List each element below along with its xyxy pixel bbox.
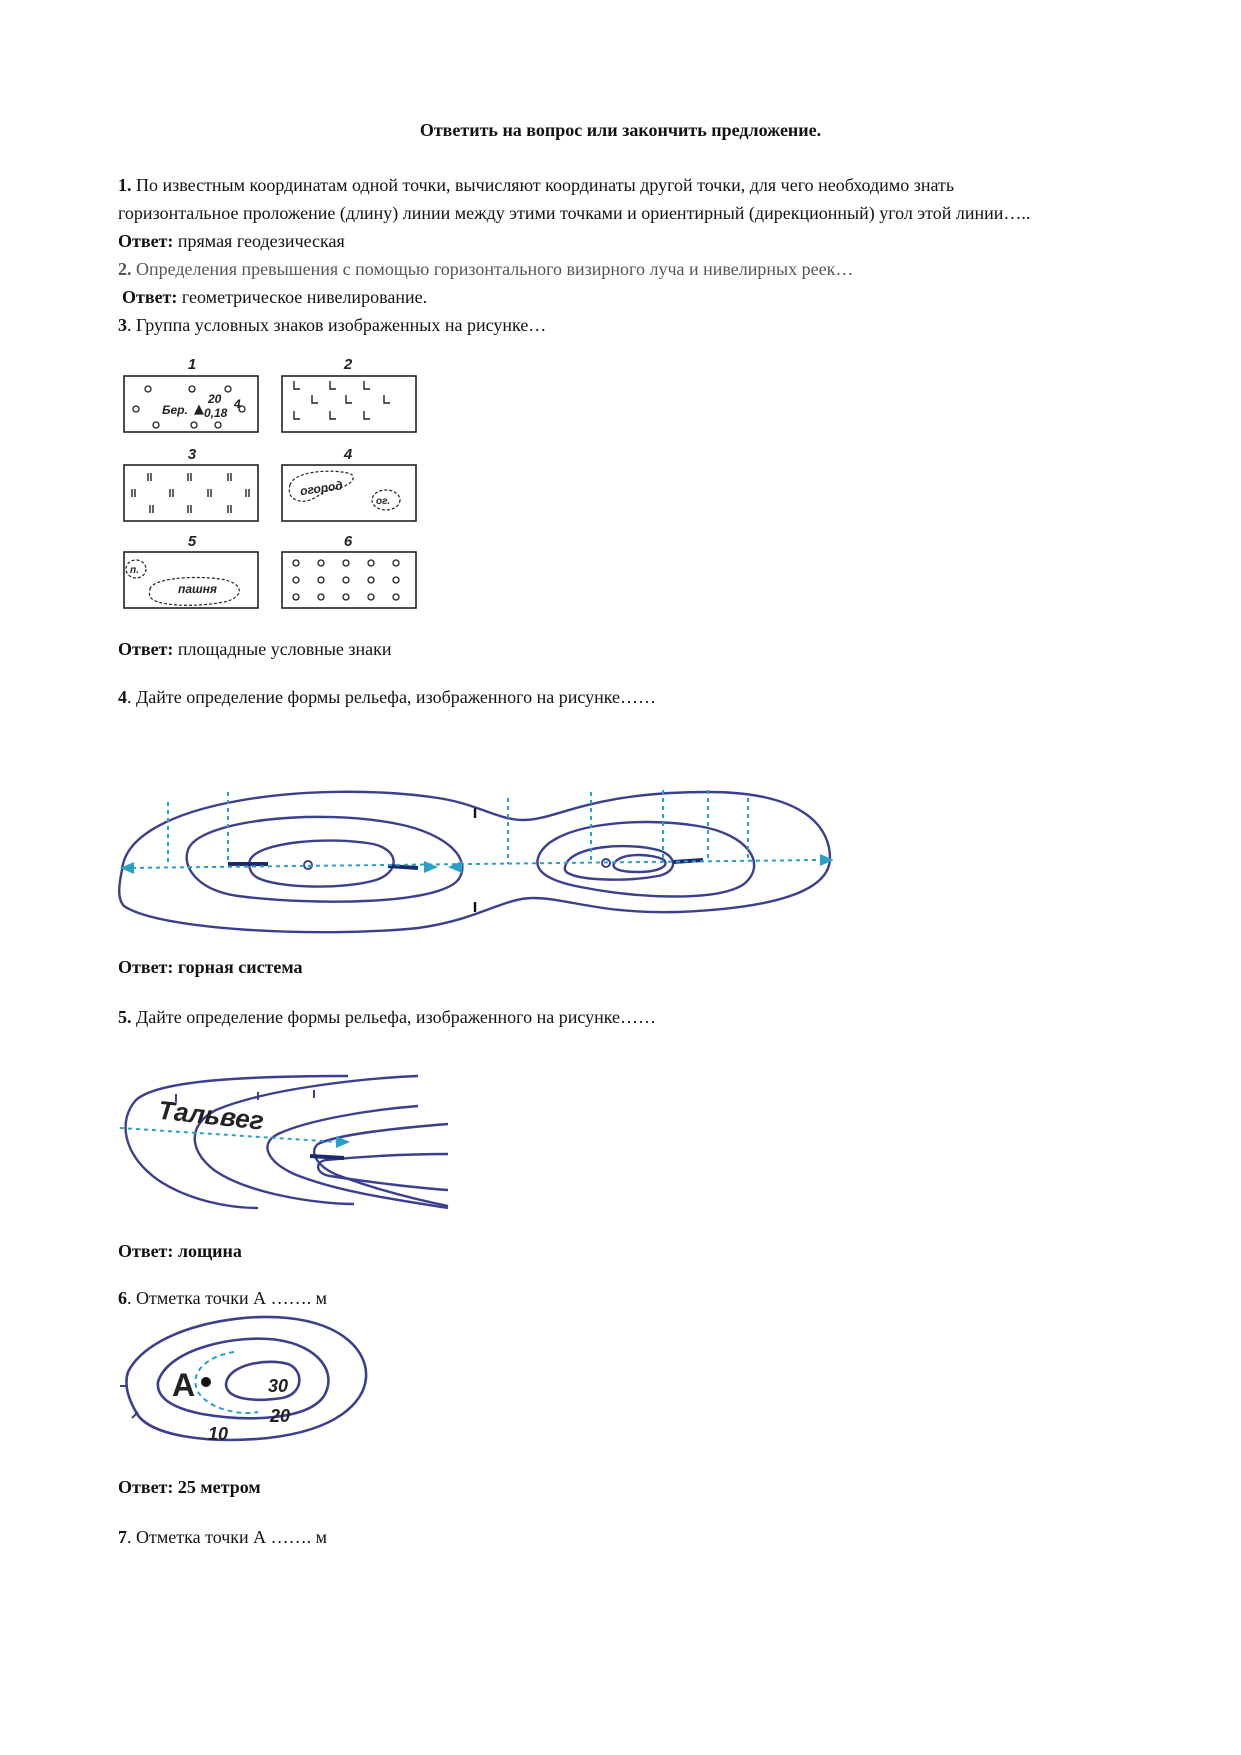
q7-question <box>118 1524 327 1550</box>
q2-answer-label: Ответ: <box>122 287 178 307</box>
point-a-marker <box>201 1377 211 1387</box>
q6-text: . Отметка точки А ……. м <box>127 1288 328 1308</box>
garden-label: огород <box>299 478 344 499</box>
q6-question <box>118 1285 327 1311</box>
thalweg-mark <box>310 1156 344 1158</box>
q3-answer <box>118 636 392 662</box>
page-title: Ответить на вопрос или закончить предложение. <box>419 120 822 140</box>
q2-text: Определения превышения с помощью горизонтального визирного луча и нивелирных реек… <box>136 259 854 279</box>
garden-small-label: ог. <box>376 496 391 507</box>
arable-label: пашня <box>178 582 217 596</box>
panel-number-4: 4 <box>343 446 353 463</box>
q1-text-1: По известным координатам одной точки, вычисляют координаты другой точки, для чего необходимо знать <box>136 175 955 195</box>
birch-label: Бер. <box>162 403 188 417</box>
panel-number-1: 1 <box>187 356 197 373</box>
panel-2-symbols <box>294 381 390 419</box>
q5-number: 5. <box>118 1007 132 1027</box>
q1-answer <box>118 228 345 254</box>
q1-line1 <box>118 172 954 198</box>
q3-text: . Группа условных знаков изображенных на рисунке… <box>127 315 547 335</box>
panel-2-frame <box>282 376 416 432</box>
q7-text: . Отметка точки А ……. м <box>127 1527 328 1547</box>
q5-question <box>118 1004 656 1030</box>
arable-small-label: п. <box>130 565 139 576</box>
contour-label-30: 30 <box>268 1376 289 1396</box>
panel-number-6: 6 <box>343 533 353 550</box>
q1-answer-label: Ответ: <box>118 231 174 251</box>
q4-text: . Дайте определение формы рельефа, изображенного на рисунке…… <box>127 687 657 707</box>
panel-5-frame <box>124 552 258 608</box>
panel-3-symbols <box>132 473 249 513</box>
q3-question <box>118 312 546 338</box>
panel-1-symbols <box>133 386 245 428</box>
spot-height-figure <box>118 1312 378 1452</box>
q6-number: 6 <box>118 1288 127 1308</box>
hollow-figure <box>118 1070 458 1210</box>
q3-answer-label: Ответ: <box>118 639 174 659</box>
mountain-range-figure <box>118 780 833 940</box>
q1-number: 1. <box>118 175 132 195</box>
panel-number-3: 3 <box>187 446 197 463</box>
q2-answer-text: геометрическое нивелирование. <box>181 287 428 307</box>
tree-height-label: 20 <box>208 392 222 406</box>
q5-answer: Ответ: лощина <box>118 1241 242 1261</box>
panel-number-5: 5 <box>187 533 197 550</box>
panel-6-symbols <box>293 560 399 600</box>
point-a-label: А <box>172 1367 196 1403</box>
hill-contours <box>126 1317 366 1440</box>
q6-answer: Ответ: 25 метром <box>118 1477 261 1497</box>
q1-line2: горизонтальное проложение (длину) линии между этими точками и ориентирный (дирекционный) угол этой линии….. <box>118 203 1031 223</box>
thalweg-label: Тальвег <box>156 1094 266 1136</box>
tree-thickness-label: 0,18 <box>204 406 228 420</box>
conventional-signs-figure <box>118 355 438 615</box>
q4-answer: Ответ: горная система <box>118 957 303 977</box>
q5-text: Дайте определение формы рельефа, изображенного на рисунке…… <box>136 1007 657 1027</box>
q2-number: 2. <box>118 259 132 279</box>
q2-question <box>118 256 853 282</box>
contour-label-20: 20 <box>270 1406 291 1426</box>
q3-answer-text: площадные условные знаки <box>177 639 392 659</box>
panel-number-2: 2 <box>343 356 353 373</box>
q1-answer-text: прямая геодезическая <box>177 231 345 251</box>
q4-question <box>118 684 656 710</box>
tree-spacing-label: 4 <box>234 397 241 411</box>
contour-label-10: 10 <box>208 1424 229 1444</box>
q7-number: 7 <box>118 1527 127 1547</box>
q2-answer <box>122 284 427 310</box>
q4-number: 4 <box>118 687 127 707</box>
q3-number: 3 <box>118 315 127 335</box>
